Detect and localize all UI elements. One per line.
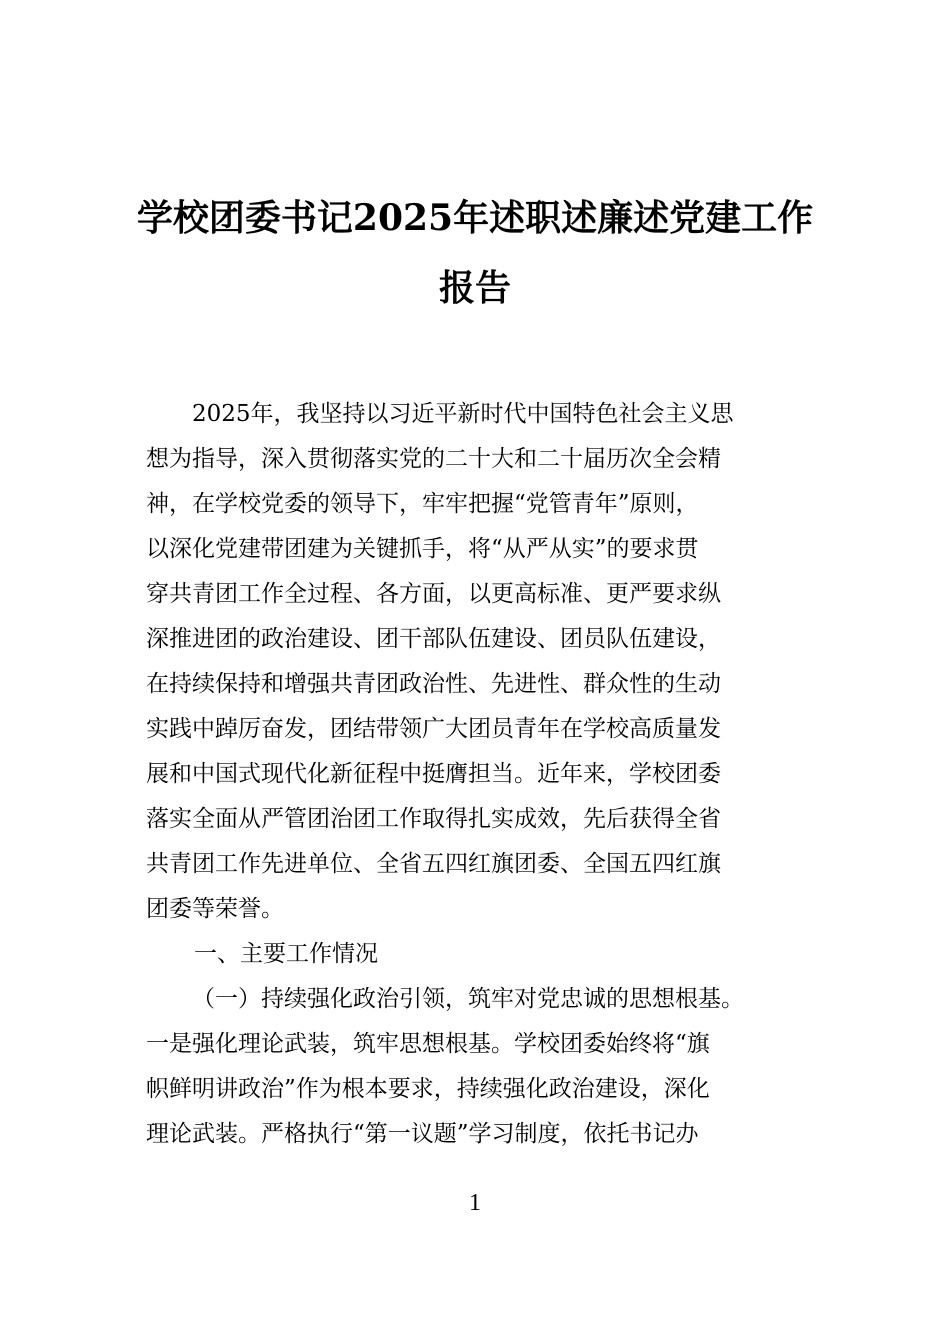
subsection-heading: （一）持续强化政治引领，筑牢对党忠诚的思想根基。 xyxy=(192,986,744,1012)
body-line: 深推进团的政治建设、团干部队伍建设、团员队伍建设， xyxy=(146,626,721,652)
body-line: 共青团工作先进单位、全省五四红旗团委、全国五四红旗 xyxy=(146,851,721,877)
body-line: 在持续保持和增强共青团政治性、先进性、群众性的生动 xyxy=(146,671,721,697)
body-line: 展和中国式现代化新征程中挺膺担当。近年来，学校团委 xyxy=(146,761,721,787)
body-line: 落实全面从严管团治团工作取得扎实成效，先后获得全省 xyxy=(146,806,721,832)
body-line: 理论武装。严格执行“第一议题”学习制度，依托书记办 xyxy=(146,1121,699,1147)
body-line: 穿共青团工作全过程、各方面，以更高标准、更严要求纵 xyxy=(146,581,721,607)
body-line: 神，在学校党委的领导下，牢牢把握“党管青年”原则， xyxy=(146,491,699,517)
body-line: 想为指导，深入贯彻落实党的二十大和二十届历次全会精 xyxy=(146,446,721,472)
body-line: 团委等荣誉。 xyxy=(146,896,284,922)
body-line: 一是强化理论武装，筑牢思想根基。学校团委始终将“旗 xyxy=(146,1031,710,1057)
document-title-line-1: 学校团委书记2025年述职述廉述党建工作 xyxy=(136,197,814,239)
body-line: 帜鲜明讲政治”作为根本要求，持续强化政治建设，深化 xyxy=(146,1076,710,1102)
page-number: 1 xyxy=(469,1190,481,1216)
body-line: 实践中踔厉奋发，团结带领广大团员青年在学校高质量发 xyxy=(146,716,721,742)
body-line: 以深化党建带团建为关键抓手，将“从严从实”的要求贯 xyxy=(146,536,699,562)
section-heading: 一、主要工作情况 xyxy=(194,941,378,967)
body-line: 2025年，我坚持以习近平新时代中国特色社会主义思 xyxy=(192,401,734,427)
document-title-line-2: 报告 xyxy=(438,267,511,309)
